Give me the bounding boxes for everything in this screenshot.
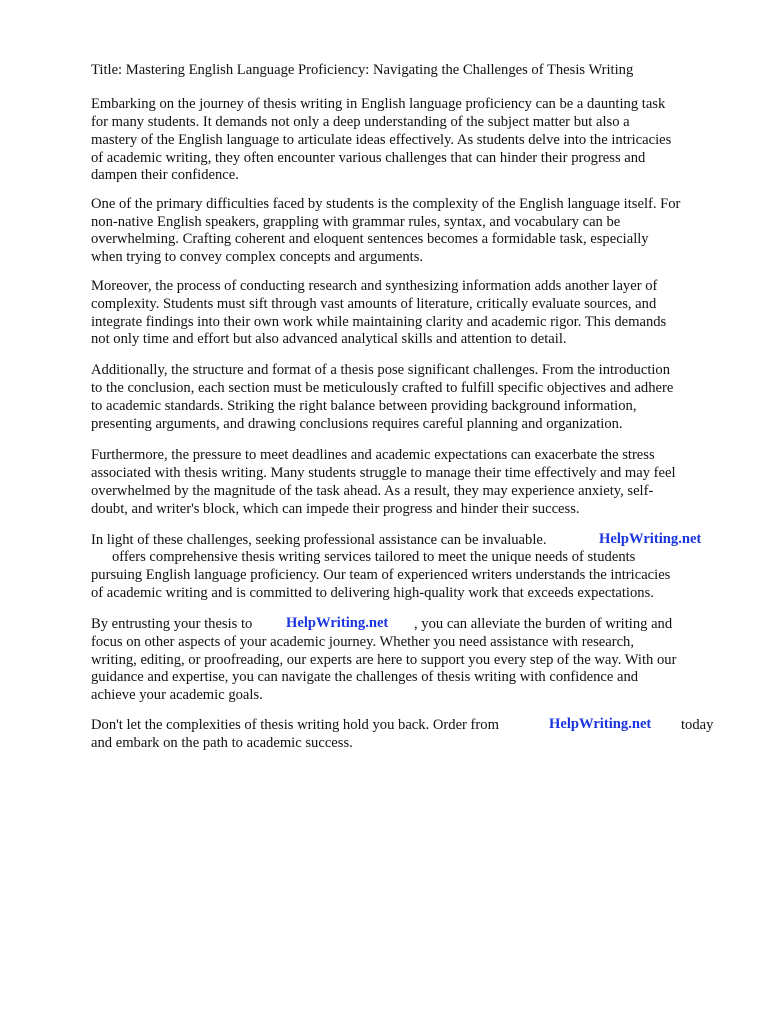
text-line: non-native English speakers, grappling with grammar rules, syntax, and vocabulary can be xyxy=(91,214,621,230)
text-line: Additionally, the structure and format of a thesis pose significant challenges. From the introduction xyxy=(91,362,671,378)
text-line: today xyxy=(681,717,714,733)
text-line: writing, editing, or proofreading, our experts are here to support you every step of the way. With our xyxy=(91,652,677,668)
text-line: achieve your academic goals. xyxy=(91,687,263,703)
text-line: of academic writing, they often encounter various challenges that can hinder their progress and xyxy=(91,150,646,166)
text-line: to the conclusion, each section must be meticulously crafted to fulfill specific objectives and adhere xyxy=(91,380,674,396)
text-line: to academic standards. Striking the right balance between providing background information, xyxy=(91,398,637,414)
text-line: Embarking on the journey of thesis writing in English language proficiency can be a daunting task xyxy=(91,96,666,112)
text-line: One of the primary difficulties faced by students is the complexity of the English language itself. For xyxy=(91,196,681,212)
text-line: guidance and expertise, you can navigate the challenges of thesis writing with confidence and xyxy=(91,669,639,685)
document-title: Title: Mastering English Language Proficiency: Navigating the Challenges of Thesis Writing xyxy=(91,62,634,78)
text-line: Moreover, the process of conducting research and synthesizing information adds another layer of xyxy=(91,278,658,294)
text-line: associated with thesis writing. Many students struggle to manage their time effectively and may feel xyxy=(91,465,676,481)
text-line: and embark on the path to academic success. xyxy=(91,735,353,751)
text-line: mastery of the English language to articulate ideas effectively. As students delve into the intricacies xyxy=(91,132,672,148)
text-line: By entrusting your thesis to xyxy=(91,616,253,632)
text-line: doubt, and writer's block, which can impede their progress and hinder their success. xyxy=(91,501,580,517)
text-line: Furthermore, the pressure to meet deadlines and academic expectations can exacerbate the stress xyxy=(91,447,655,463)
text-line: In light of these challenges, seeking professional assistance can be invaluable. xyxy=(91,532,547,548)
text-line: , you can alleviate the burden of writing and xyxy=(414,616,673,632)
text-line: overwhelmed by the magnitude of the task ahead. As a result, they may experience anxiety, self- xyxy=(91,483,654,499)
helpwriting-link[interactable]: HelpWriting.net xyxy=(286,615,389,631)
text-line: complexity. Students must sift through vast amounts of literature, critically evaluate sources, and xyxy=(91,296,657,312)
text-line: not only time and effort but also advanced analytical skills and attention to detail. xyxy=(91,331,567,347)
text-line: integrate findings into their own work while maintaining clarity and academic rigor. This demands xyxy=(91,314,667,330)
helpwriting-link[interactable]: HelpWriting.net xyxy=(549,716,652,732)
text-line: overwhelming. Crafting coherent and eloquent sentences becomes a formidable task, especially xyxy=(91,231,649,247)
text-line: presenting arguments, and drawing conclusions requires careful planning and organization. xyxy=(91,416,623,432)
text-line: offers comprehensive thesis writing services tailored to meet the unique needs of students xyxy=(112,549,636,565)
text-line: when trying to convey complex concepts and arguments. xyxy=(91,249,424,265)
text-line: pursuing English language proficiency. Our team of experienced writers understands the intricacies xyxy=(91,567,671,583)
text-line: Don't let the complexities of thesis writing hold you back. Order from xyxy=(91,717,499,733)
helpwriting-link[interactable]: HelpWriting.net xyxy=(599,531,702,547)
text-line: for many students. It demands not only a deep understanding of the subject matter but also a xyxy=(91,114,630,130)
text-line: focus on other aspects of your academic journey. Whether you need assistance with research, xyxy=(91,634,635,650)
text-line: of academic writing and is committed to delivering high-quality work that exceeds expectations. xyxy=(91,585,654,601)
text-line: dampen their confidence. xyxy=(91,167,239,183)
